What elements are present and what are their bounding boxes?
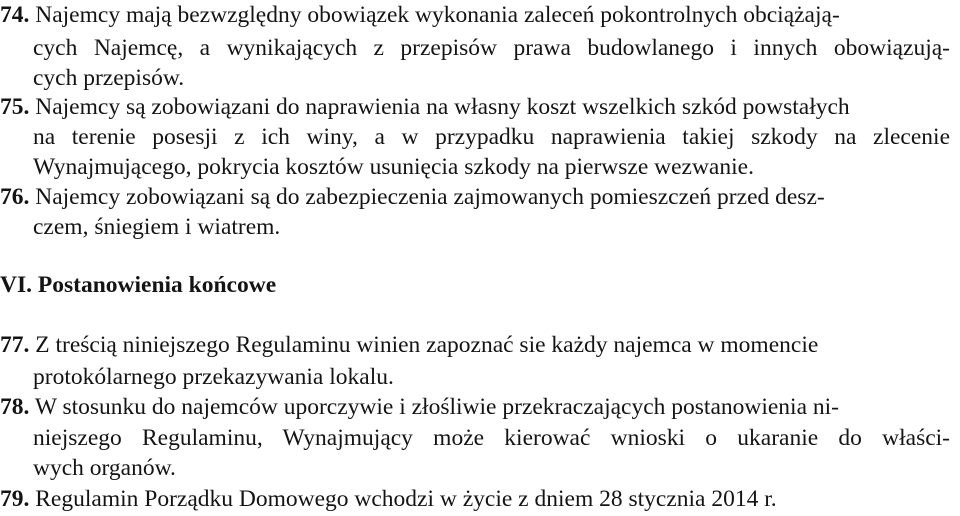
paragraph-text: Najemcy mają bezwzględny obowiązek wykonania zaleceń pokontrolnych obciążają- — [35, 2, 840, 28]
paragraph-78-line-3: wych organów. — [33, 455, 176, 481]
paragraph-76-line-1 — [0, 182, 950, 212]
paragraph-77-line-2: protokólarnego przekazywania lokalu. — [33, 364, 394, 390]
paragraph-76-line-2: czem, śniegiem i wiatrem. — [33, 214, 281, 240]
paragraph-74-line-1 — [0, 0, 950, 30]
paragraph-75-line-1 — [0, 92, 950, 122]
paragraph-74-line-3: cych przepisów. — [33, 65, 185, 91]
paragraph-74-line-2: cych Najemcę, a wynikających z przepisów prawa budowlanego i innych obowiązują- — [33, 35, 950, 61]
paragraph-text: Najemcy są zobowiązani do naprawienia na własny koszt wszelkich szkód powstałych — [35, 94, 850, 120]
section-heading: VI. Postanowienia końcowe — [0, 272, 277, 298]
paragraph-75-line-3: Wynajmującego, pokrycia kosztów usunięcia szkody na pierwsze wezwanie. — [33, 154, 754, 180]
paragraph-number: 74. — [0, 2, 30, 28]
paragraph-number: 77. — [0, 332, 30, 358]
paragraph-78-line-1 — [0, 392, 950, 422]
paragraph-text: Z treścią niniejszego Regulaminu winien zapoznać sie każdy najemca w momencie — [35, 332, 819, 358]
paragraph-number: 75. — [0, 94, 30, 120]
paragraph-number: 76. — [0, 184, 30, 210]
paragraph-text: W stosunku do najemców uporczywie i złośliwie przekraczających postanowienia ni- — [34, 394, 839, 420]
paragraph-text: Najemcy zobowiązani są do zabezpieczenia zajmowanych pomieszczeń przed desz- — [35, 184, 825, 210]
paragraph-number: 79. — [0, 486, 30, 512]
paragraph-77-line-1 — [0, 330, 950, 360]
paragraph-75-line-2: na terenie posesji z ich winy, a w przypadku naprawienia takiej szkody na zlecenie — [33, 124, 950, 150]
paragraph-text: Regulamin Porządku Domowego wchodzi w życie z dniem 28 stycznia 2014 r. — [35, 486, 777, 512]
paragraph-number: 78. — [0, 394, 30, 420]
paragraph-79-line-1 — [0, 484, 777, 514]
paragraph-78-line-2: niejszego Regulaminu, Wynajmujący może kierować wnioski o ukaranie do właści- — [33, 425, 950, 451]
